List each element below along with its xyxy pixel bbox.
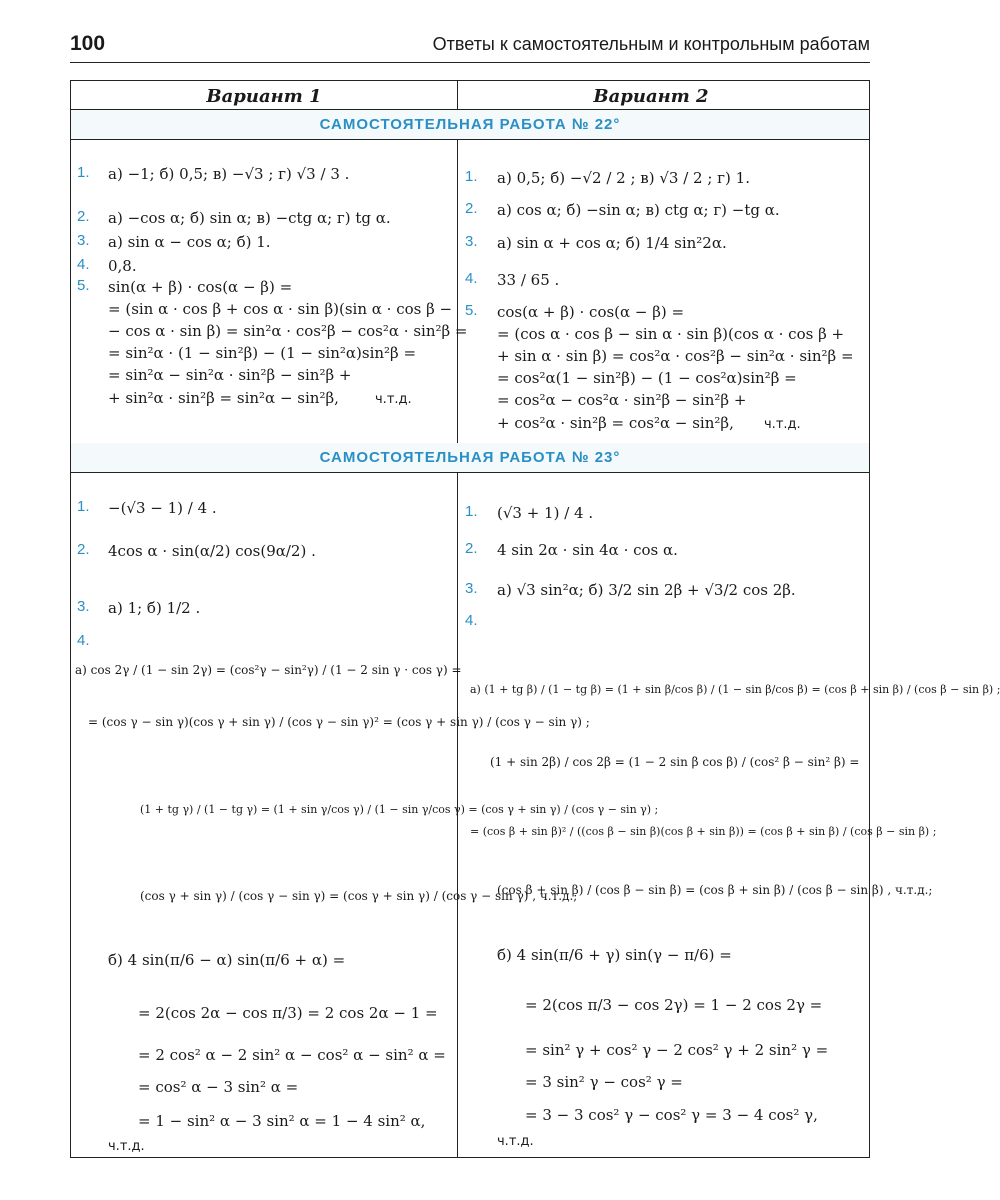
answer-line: = sin²α − sin²α · sin²β − sin²β + [108,366,352,384]
answer-line: б) 4 sin(π/6 − α) sin(π/6 + α) = [108,951,346,969]
task-number: 1. [77,498,90,515]
answer-line: а) 1; б) 1/2 . [108,599,201,617]
answer-line: = 2(cos 2α − cos π/3) = 2 cos 2α − 1 = [138,1004,438,1022]
task-number: 2. [77,541,90,558]
answer-line: = cos² α − 3 sin² α = [138,1078,299,1096]
header-rule [70,62,870,63]
answer-line: а) −1; б) 0,5; в) −√3 ; г) √3 / 3 . [108,165,350,183]
task-number: 3. [465,233,478,250]
answer-line: а) cos α; б) −sin α; в) ctg α; г) −tg α. [497,201,780,219]
page-number: 100 [70,32,106,55]
task-number: 1. [77,164,90,181]
row-divider [70,139,870,140]
answer-line: а) √3 sin²α; б) 3/2 sin 2β + √3/2 cos 2β. [497,581,796,599]
task-number: 5. [465,302,478,319]
answer-line: (√3 + 1) / 4 . [497,504,594,522]
running-title: Ответы к самостоятельным и контрольным работам [432,34,870,54]
answer-line: (1 + sin 2β) / cos 2β = (1 − 2 sin β cos β) / (cos² β − sin² β) = [490,755,860,769]
task-number: 3. [77,598,90,615]
row-divider [70,472,870,473]
answer-line: а) 0,5; б) −√2 / 2 ; в) √3 / 2 ; г) 1. [497,169,750,187]
column-divider [457,80,458,1158]
task-number: 1. [465,503,478,520]
answer-line: а) cos 2γ / (1 − sin 2γ) = (cos²γ − sin²γ) / (1 − 2 sin γ · cos γ) = [75,663,462,677]
task-number: 5. [77,277,90,294]
answer-line: = (cos α · cos β − sin α · sin β)(cos α · cos β + [497,325,845,343]
qed-mark: ч.т.д. [375,392,412,407]
answer-line: (cos β + sin β) / (cos β − sin β) = (cos β + sin β) / (cos β − sin β) , ч.т.д.; [497,883,933,897]
answer-line: 33 / 65 . [497,271,560,289]
answer-line: = cos²α − cos²α · sin²β − sin²β + [497,391,747,409]
column-header-variant-1: Вариант 1 [206,86,322,107]
qed-mark: ч.т.д. [764,417,801,432]
section-title-22: САМОСТОЯТЕЛЬНАЯ РАБОТА № 22° [71,110,869,139]
task-number: 4. [77,632,90,649]
qed-mark: ч.т.д. [497,1134,534,1149]
task-number: 4. [465,612,478,629]
answer-line: а) sin α + cos α; б) 1/4 sin²2α. [497,234,727,252]
task-number: 2. [77,208,90,225]
qed-mark: ч.т.д. [108,1139,145,1154]
answer-line: б) 4 sin(π/6 + γ) sin(γ − π/6) = [497,946,732,964]
answer-line: = (sin α · cos β + cos α · sin β)(sin α · cos β − [108,300,453,318]
answer-line: = (cos β + sin β)² / ((cos β − sin β)(cos β + sin β)) = (cos β + sin β) / (cos β − sin β) ; [470,825,937,838]
answer-line: = sin²α · (1 − sin²β) − (1 − sin²α)sin²β = [108,344,417,362]
answer-line: = 2 cos² α − 2 sin² α − cos² α − sin² α = [138,1046,446,1064]
page-header [70,32,870,62]
answer-line: 0,8. [108,257,137,275]
answer-line: cos(α + β) · cos(α − β) = [497,303,685,321]
answer-line: (cos γ + sin γ) / (cos γ − sin γ) = (cos γ + sin γ) / (cos γ − sin γ) , ч.т.д.; [140,889,578,903]
answer-line: 4cos α · sin(α/2) cos(9α/2) . [108,542,316,560]
answer-line: − cos α · sin β) = sin²α · cos²β − cos²α · sin²β = [108,322,468,340]
answer-line: = 2(cos π/3 − cos 2γ) = 1 − 2 cos 2γ = [525,996,823,1014]
answer-line: −(√3 − 1) / 4 . [108,499,217,517]
answer-line: 4 sin 2α · sin 4α · cos α. [497,541,678,559]
answer-line: + cos²α · sin²β = cos²α − sin²β, [497,414,734,432]
answer-line: (1 + tg γ) / (1 − tg γ) = (1 + sin γ/cos γ) / (1 − sin γ/cos γ) = (cos γ + sin γ) / (cos γ − sin γ) ; [140,803,659,816]
task-number: 2. [465,200,478,217]
task-number: 1. [465,168,478,185]
answer-line: + sin α · sin β) = cos²α · cos²β − sin²α · sin²β = [497,347,854,365]
answer-line: = sin² γ + cos² γ − 2 cos² γ + 2 sin² γ = [525,1041,829,1059]
answer-line: = (cos γ − sin γ)(cos γ + sin γ) / (cos γ − sin γ)² = (cos γ + sin γ) / (cos γ − sin γ) ; [88,715,590,729]
column-header-variant-2: Вариант 2 [593,86,709,107]
answer-line: sin(α + β) · cos(α − β) = [108,278,293,296]
answer-line: = 3 − 3 cos² γ − cos² γ = 3 − 4 cos² γ, [525,1106,818,1124]
answer-line: = 3 sin² γ − cos² γ = [525,1073,683,1091]
task-number: 3. [77,232,90,249]
answer-line: = 1 − sin² α − 3 sin² α = 1 − 4 sin² α, [138,1112,426,1130]
answer-line: а) (1 + tg β) / (1 − tg β) = (1 + sin β/cos β) / (1 − sin β/cos β) = (cos β + sin β) / (cos β − sin β) ; [470,683,1000,696]
answer-line: = cos²α(1 − sin²β) − (1 − cos²α)sin²β = [497,369,797,387]
task-number: 4. [77,256,90,273]
section-title-23: САМОСТОЯТЕЛЬНАЯ РАБОТА № 23° [71,443,869,472]
answer-line: + sin²α · sin²β = sin²α − sin²β, [108,389,339,407]
task-number: 2. [465,540,478,557]
answer-line: а) sin α − cos α; б) 1. [108,233,271,251]
answer-line: а) −cos α; б) sin α; в) −ctg α; г) tg α. [108,209,391,227]
task-number: 3. [465,580,478,597]
task-number: 4. [465,270,478,287]
